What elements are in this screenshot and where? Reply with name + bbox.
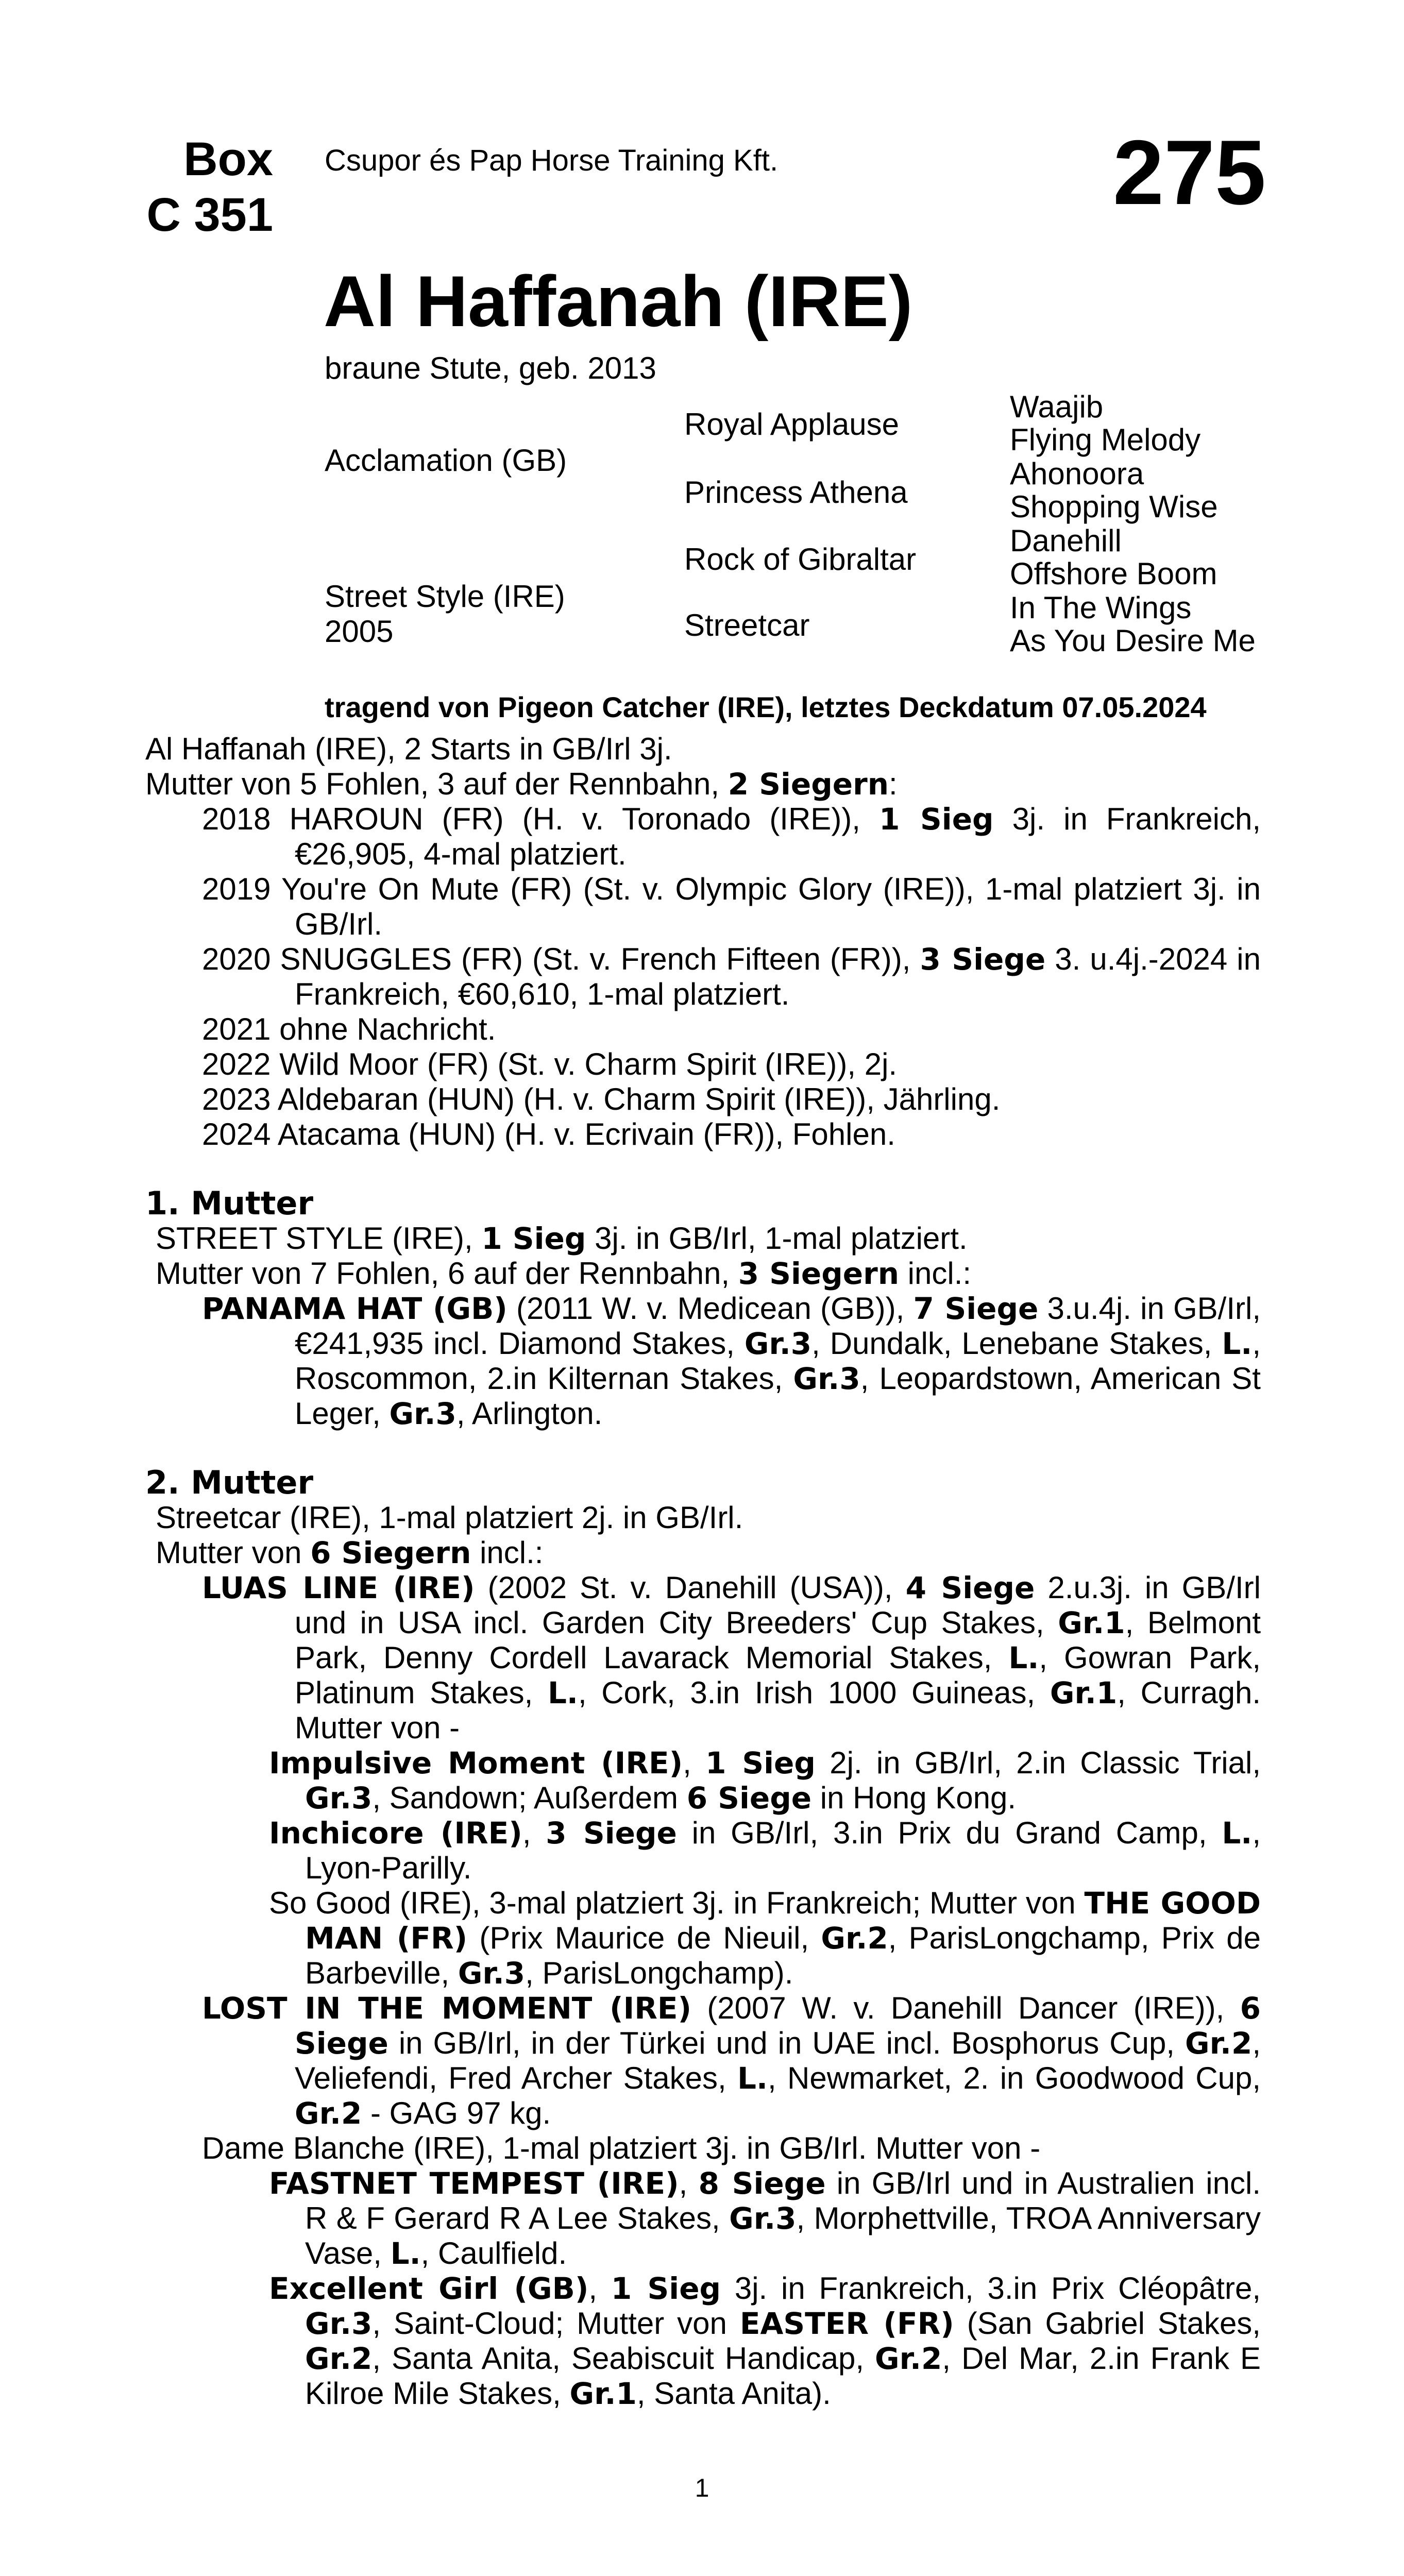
pedigree-g3: Shopping Wise [1010, 489, 1218, 524]
dam2-line: Streetcar (IRE), 1-mal platziert 2j. in GB/Irl. [156, 1500, 743, 1535]
lot-number: 275 [1113, 121, 1266, 224]
pedigree-g3: Flying Melody [1010, 422, 1201, 457]
foal-entry: 2024 Atacama (HUN) (H. v. Ecrivain (FR)), Fohlen. [202, 1117, 895, 1151]
foal-entry: 2021 ohne Nachricht. [202, 1012, 496, 1046]
summary-line: Mutter von 5 Fohlen, 3 auf der Rennbahn, 2 Siegern: [145, 767, 898, 802]
pedigree-sire: Acclamation (GB) [325, 443, 567, 478]
pedigree-g3: Offshore Boom [1010, 556, 1217, 591]
dam2-heading: 2. Mutter [145, 1464, 314, 1501]
page-number: 1 [695, 2473, 709, 2502]
horse-description: braune Stute, geb. 2013 [325, 351, 656, 385]
box-label [144, 131, 273, 243]
dam2-line: Mutter von 6 Siegern incl.: [156, 1535, 544, 1570]
foal-entry: 2019 You're On Mute (FR) (St. v. Olympic Glory (IRE)), 1-mal platziert 3j. in GB/Irl. [202, 872, 1261, 941]
produce-entry: So Good (IRE), 3-mal platziert 3j. in Frankreich; Mutter von THE GOOD MAN (FR) (Prix Maurice de Nieuil, Gr.2, ParisLongchamp, Prix de Barbeville, Gr.3, ParisLongchamp). [269, 1886, 1261, 1991]
foal-entry: 2023 Aldebaran (HUN) (H. v. Charm Spirit (IRE)), Jährling. [202, 1082, 1001, 1116]
foal-entry: 2018 HAROUN (FR) (H. v. Toronado (IRE)), 1 Sieg 3j. in Frankreich, €26,905, 4-mal platziert. [202, 802, 1261, 871]
dam1-heading: 1. Mutter [145, 1184, 314, 1222]
trainer-name: Csupor és Pap Horse Training Kft. [325, 144, 779, 177]
dam1-line: Mutter von 7 Fohlen, 6 auf der Rennbahn, 3 Siegern incl.: [156, 1256, 972, 1291]
produce-entry: LUAS LINE (IRE) (2002 St. v. Danehill (USA)), 4 Siege 2.u.3j. in GB/Irl und in USA incl. Garden City Breeders' Cup Stakes, Gr.1, Belmont Park, Denny Cordell Lavarack Memorial Stakes, L., Gowran Park, Platinum Stakes, L., Cork, 3.in Irish 1000 Guineas, Gr.1, Curragh. Mutter von - [202, 1570, 1261, 1745]
produce-entry: Dame Blanche (IRE), 1-mal platziert 3j. in GB/Irl. Mutter von - [202, 2131, 1041, 2165]
pregnancy-note: tragend von Pigeon Catcher (IRE), letztes Deckdatum 07.05.2024 [325, 691, 1207, 723]
produce-entry: PANAMA HAT (GB) (2011 W. v. Medicean (GB)), 7 Siege 3.u.4j. in GB/Irl, €241,935 incl. Diamond Stakes, Gr.3, Dundalk, Lenebane Stakes, L., Roscommon, 2.in Kilternan Stakes, Gr.3, Leopardstown, American St Leger, Gr.3, Arlington. [202, 1291, 1261, 1431]
produce-entry: FASTNET TEMPEST (IRE), 8 Siege in GB/Irl und in Australien incl. R & F Gerard R A Lee Stakes, Gr.3, Morphettville, TROA Anniversary Vase, L., Caulfield. [269, 2166, 1261, 2271]
foal-entry: 2022 Wild Moor (FR) (St. v. Charm Spirit (IRE)), 2j. [202, 1047, 898, 1081]
pedigree-g3: Danehill [1010, 523, 1122, 558]
pedigree-g3: Ahonoora [1010, 456, 1144, 491]
box-word: Box [183, 133, 273, 185]
horse-name: Al Haffanah (IRE) [324, 261, 913, 342]
summary-line: Al Haffanah (IRE), 2 Starts in GB/Irl 3j. [145, 732, 672, 766]
pedigree-g3: Waajib [1010, 389, 1104, 424]
produce-entry: Excellent Girl (GB), 1 Sieg 3j. in Frankreich, 3.in Prix Cléopâtre, Gr.3, Saint-Cloud; Mutter von EASTER (FR) (San Gabriel Stakes, Gr.2, Santa Anita, Seabiscuit Handicap, Gr.2, Del Mar, 2.in Frank E Kilroe Mile Stakes, Gr.1, Santa Anita). [269, 2271, 1261, 2411]
produce-entry: Impulsive Moment (IRE), 1 Sieg 2j. in GB/Irl, 2.in Classic Trial, Gr.3, Sandown; Außerdem 6 Siege in Hong Kong. [269, 1745, 1261, 1816]
dam1-line: STREET STYLE (IRE), 1 Sieg 3j. in GB/Irl, 1-mal platziert. [156, 1221, 968, 1256]
pedigree-g3: In The Wings [1010, 590, 1192, 625]
pedigree-dam-sire: Rock of Gibraltar [684, 542, 917, 577]
box-number: C 351 [146, 189, 273, 241]
pedigree-dam: Street Style (IRE) [325, 579, 565, 614]
pedigree-sire-dam: Princess Athena [684, 475, 908, 510]
foal-entry: 2020 SNUGGLES (FR) (St. v. French Fifteen (FR)), 3 Siege 3. u.4j.-2024 in Frankreich, €60,610, 1-mal platziert. [202, 942, 1261, 1011]
pedigree-dam-year: 2005 [325, 614, 394, 649]
produce-entry: LOST IN THE MOMENT (IRE) (2007 W. v. Danehill Dancer (IRE)), 6 Siege in GB/Irl, in der Türkei und in UAE incl. Bosphorus Cup, Gr.2, Veliefendi, Fred Archer Stakes, L., Newmarket, 2. in Goodwood Cup, Gr.2 - GAG 97 kg. [202, 1991, 1261, 2131]
catalogue-text [145, 732, 1261, 2411]
produce-entry: Inchicore (IRE), 3 Siege in GB/Irl, 3.in Prix du Grand Camp, L., Lyon-Parilly. [269, 1816, 1261, 1885]
pedigree-sire-sire: Royal Applause [684, 407, 899, 442]
pedigree-g3: As You Desire Me [1010, 623, 1256, 658]
pedigree-dam-dam: Streetcar [684, 608, 810, 642]
